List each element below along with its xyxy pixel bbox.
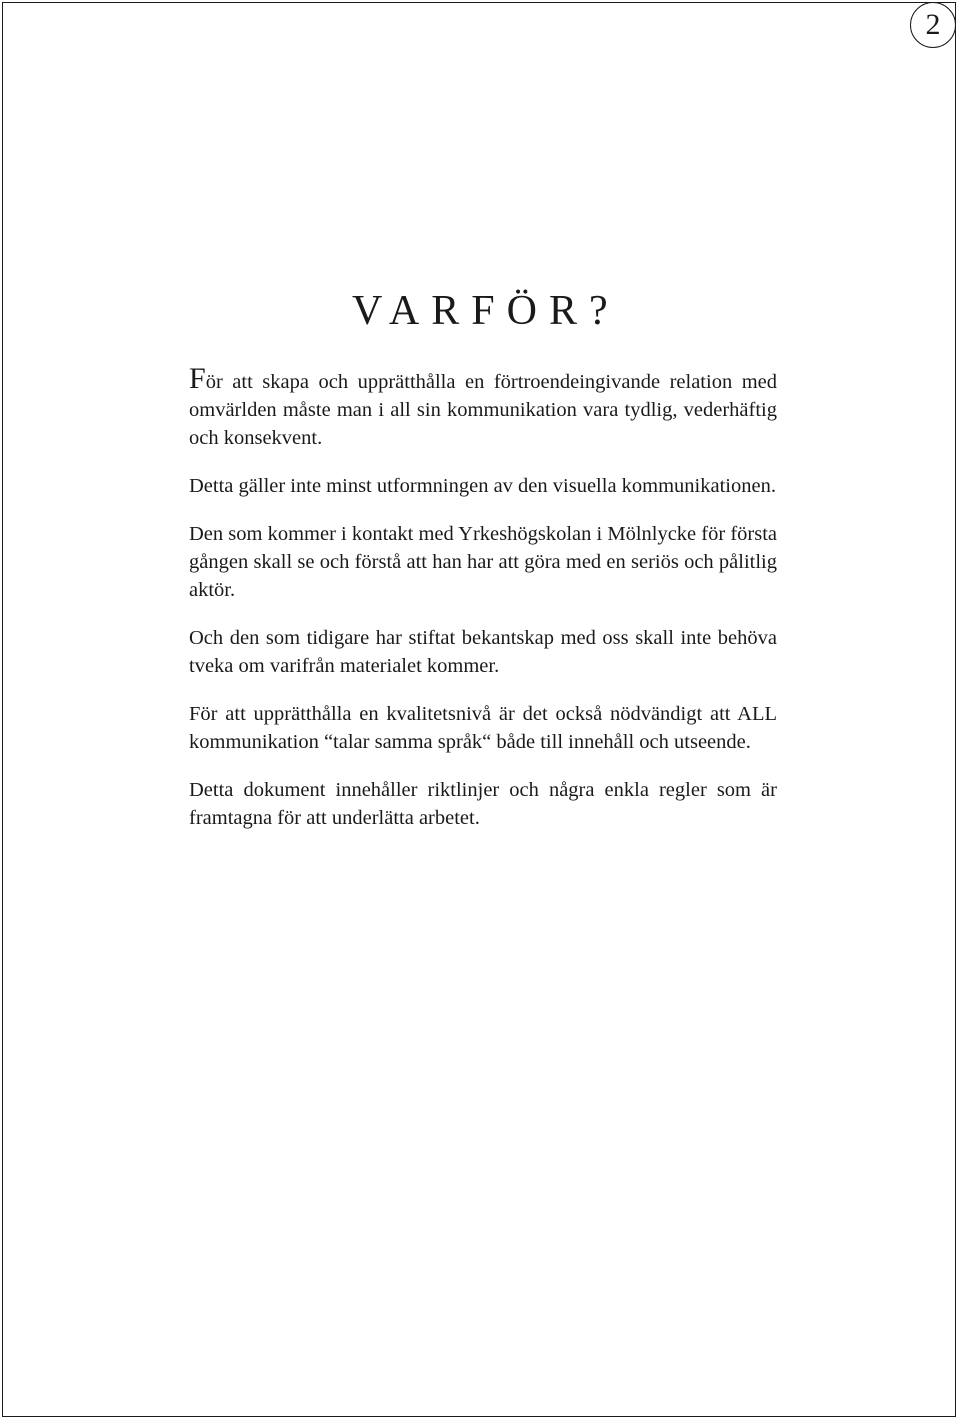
paragraph-intro — [189, 362, 777, 452]
page-title: VARFÖR? — [352, 288, 620, 334]
body-text — [189, 362, 777, 852]
paragraph-contact: Den som kommer i kontakt med Yrkeshögskolan i Mölnlycke för första gången skall se och förstå att han har att göra med en seriös och pålitlig aktör. — [189, 523, 777, 601]
paragraph-intro-text: ör att skapa och upprätthålla en förtroendeingivande relation med omvärlden måste man i all sin kommunikation vara tydlig, vederhäftig och konsekvent. — [189, 371, 777, 449]
page-number: 2 — [910, 2, 956, 48]
drop-cap: F — [189, 362, 206, 395]
paragraph-visual: Detta gäller inte minst utformningen av den visuella kommunikationen. — [189, 475, 776, 497]
paragraph-guidelines: Detta dokument innehåller riktlinjer och några enkla regler som är framtagna för att underlätta arbetet. — [189, 779, 777, 829]
paragraph-quality: För att upprätthålla en kvalitetsnivå är det också nödvändigt att ALL kommunikation “talar samma språk“ både till innehåll och utseende. — [189, 703, 777, 753]
paragraph-recognition: Och den som tidigare har stiftat bekantskap med oss skall inte behöva tveka om varifrån materialet kommer. — [189, 627, 777, 677]
